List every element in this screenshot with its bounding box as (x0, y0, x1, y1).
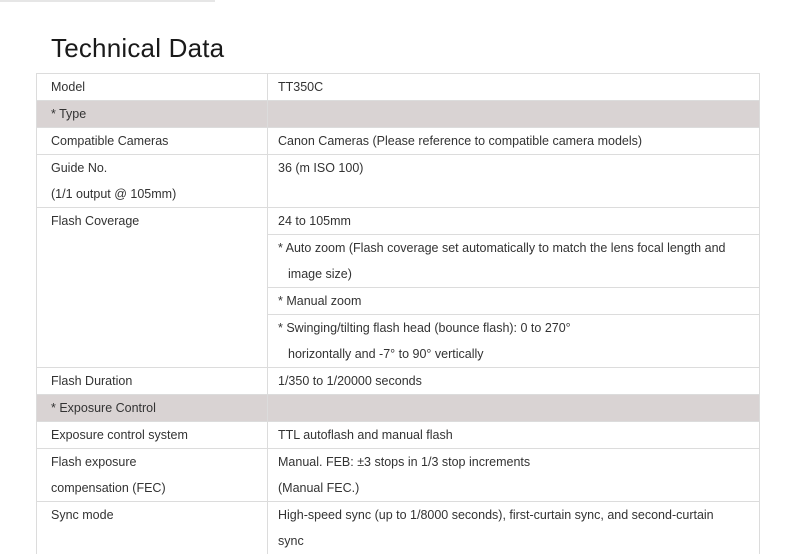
section-row-exposure (37, 395, 760, 422)
spec-value (268, 502, 760, 554)
section-value (268, 101, 760, 128)
section-value (268, 395, 760, 422)
spec-value-line: Manual. FEB: ±3 stops in 1/3 stop increments (278, 449, 759, 475)
spec-value: 36 (m ISO 100) (268, 155, 760, 208)
spec-value: TT350C (268, 74, 760, 101)
spec-label (37, 449, 268, 502)
spec-value-line: High-speed sync (up to 1/8000 seconds), first-curtain sync, and second-curtain (278, 502, 759, 528)
spec-value-line: sync (278, 528, 759, 554)
spec-value: Canon Cameras (Please reference to compatible camera models) (268, 128, 760, 155)
spec-label (37, 155, 268, 208)
table-row (37, 155, 760, 208)
spec-label: Sync mode (37, 502, 268, 554)
spec-value (268, 315, 760, 368)
table-row (37, 368, 760, 395)
spec-value-line: * Auto zoom (Flash coverage set automatically to match the lens focal length and (278, 235, 759, 261)
spec-value-line: * Swinging/tilting flash head (bounce flash): 0 to 270° (278, 315, 759, 341)
spec-label: Flash Coverage (37, 208, 268, 368)
spec-value (268, 449, 760, 502)
spec-value: * Manual zoom (268, 288, 760, 315)
spec-label: Exposure control system (37, 422, 268, 449)
spec-table (36, 73, 760, 554)
spec-label-line: Flash exposure (51, 449, 267, 475)
spec-label-line: Guide No. (51, 155, 267, 181)
table-row (37, 208, 760, 235)
table-row (37, 128, 760, 155)
section-row-type (37, 101, 760, 128)
spec-value (268, 235, 760, 288)
table-row (37, 502, 760, 554)
spec-label-line: compensation (FEC) (51, 475, 267, 501)
spec-label: Model (37, 74, 268, 101)
spec-label: Compatible Cameras (37, 128, 268, 155)
table-row (37, 422, 760, 449)
spec-value: 24 to 105mm (268, 208, 760, 235)
spec-label-line: (1/1 output @ 105mm) (51, 181, 267, 207)
top-divider (0, 0, 215, 2)
spec-label: Flash Duration (37, 368, 268, 395)
section-label: * Exposure Control (37, 395, 268, 422)
table-row (37, 449, 760, 502)
page-title: Technical Data (51, 33, 224, 64)
table-row (37, 74, 760, 101)
spec-value-line: image size) (278, 261, 759, 287)
spec-value: TTL autoflash and manual flash (268, 422, 760, 449)
section-label: * Type (37, 101, 268, 128)
spec-value: 1/350 to 1/20000 seconds (268, 368, 760, 395)
spec-value-line: (Manual FEC.) (278, 475, 759, 501)
spec-value-line: horizontally and -7° to 90° vertically (278, 341, 759, 367)
